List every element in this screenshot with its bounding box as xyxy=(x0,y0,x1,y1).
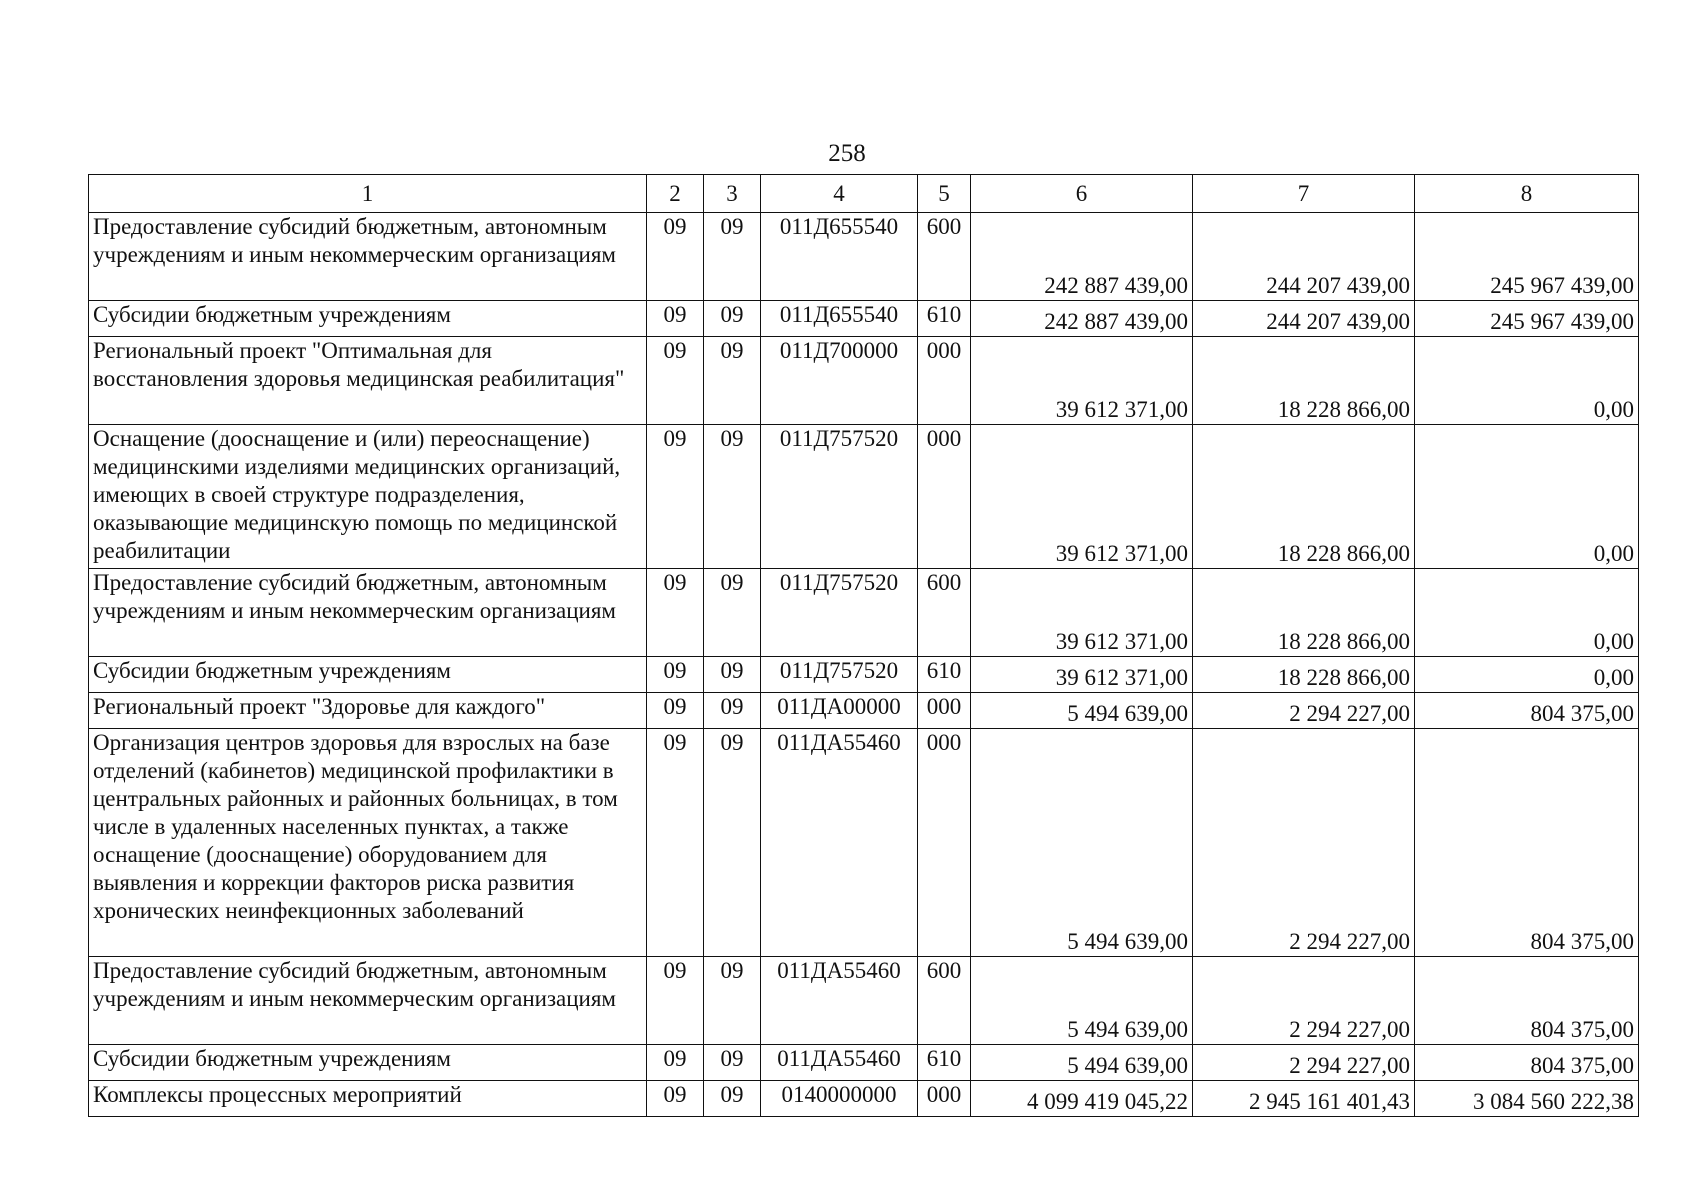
amount-col-8: 804 375,00 xyxy=(1415,1045,1639,1081)
subsection-code: 09 xyxy=(704,1081,761,1117)
target-article-code: 011ДА00000 xyxy=(761,693,918,729)
amount-col-8: 0,00 xyxy=(1415,425,1639,569)
amount-col-6: 39 612 371,00 xyxy=(971,425,1193,569)
table-row xyxy=(89,957,1639,1045)
section-code: 09 xyxy=(647,425,704,569)
expense-type-code: 610 xyxy=(918,1045,971,1081)
column-header: 3 xyxy=(704,175,761,213)
column-header: 4 xyxy=(761,175,918,213)
amount-col-6: 5 494 639,00 xyxy=(971,729,1193,957)
row-name: Предоставление субсидий бюджетным, автономным учреждениям и иным некоммерческим организациям xyxy=(89,569,647,657)
row-name: Предоставление субсидий бюджетным, автономным учреждениям и иным некоммерческим организациям xyxy=(89,213,647,301)
expense-type-code: 600 xyxy=(918,569,971,657)
table-row xyxy=(89,729,1639,957)
subsection-code: 09 xyxy=(704,957,761,1045)
row-name: Предоставление субсидий бюджетным, автономным учреждениям и иным некоммерческим организациям xyxy=(89,957,647,1045)
section-code: 09 xyxy=(647,213,704,301)
amount-col-7: 2 294 227,00 xyxy=(1193,1045,1415,1081)
section-code: 09 xyxy=(647,1081,704,1117)
target-article-code: 011Д757520 xyxy=(761,569,918,657)
amount-col-8: 804 375,00 xyxy=(1415,957,1639,1045)
expense-type-code: 000 xyxy=(918,693,971,729)
amount-col-6: 5 494 639,00 xyxy=(971,1045,1193,1081)
section-code: 09 xyxy=(647,301,704,337)
amount-col-7: 18 228 866,00 xyxy=(1193,337,1415,425)
section-code: 09 xyxy=(647,337,704,425)
amount-col-8: 0,00 xyxy=(1415,657,1639,693)
subsection-code: 09 xyxy=(704,337,761,425)
column-header: 6 xyxy=(971,175,1193,213)
expense-type-code: 000 xyxy=(918,337,971,425)
row-name: Субсидии бюджетным учреждениям xyxy=(89,657,647,693)
amount-col-8: 245 967 439,00 xyxy=(1415,301,1639,337)
amount-col-7: 18 228 866,00 xyxy=(1193,425,1415,569)
subsection-code: 09 xyxy=(704,213,761,301)
amount-col-6: 4 099 419 045,22 xyxy=(971,1081,1193,1117)
target-article-code: 011ДА55460 xyxy=(761,1045,918,1081)
table-row xyxy=(89,301,1639,337)
amount-col-8: 3 084 560 222,38 xyxy=(1415,1081,1639,1117)
amount-col-6: 242 887 439,00 xyxy=(971,213,1193,301)
subsection-code: 09 xyxy=(704,569,761,657)
header-row xyxy=(89,175,1639,213)
row-name: Субсидии бюджетным учреждениям xyxy=(89,1045,647,1081)
budget-table xyxy=(88,174,1639,1117)
row-name: Комплексы процессных мероприятий xyxy=(89,1081,647,1117)
subsection-code: 09 xyxy=(704,693,761,729)
row-name: Субсидии бюджетным учреждениям xyxy=(89,301,647,337)
table-row xyxy=(89,693,1639,729)
amount-col-6: 39 612 371,00 xyxy=(971,569,1193,657)
table-row xyxy=(89,337,1639,425)
amount-col-8: 804 375,00 xyxy=(1415,693,1639,729)
table-row xyxy=(89,569,1639,657)
amount-col-7: 244 207 439,00 xyxy=(1193,301,1415,337)
amount-col-7: 18 228 866,00 xyxy=(1193,657,1415,693)
target-article-code: 011Д757520 xyxy=(761,425,918,569)
amount-col-7: 2 945 161 401,43 xyxy=(1193,1081,1415,1117)
table-row xyxy=(89,657,1639,693)
target-article-code: 011ДА55460 xyxy=(761,957,918,1045)
amount-col-6: 39 612 371,00 xyxy=(971,657,1193,693)
amount-col-7: 2 294 227,00 xyxy=(1193,957,1415,1045)
subsection-code: 09 xyxy=(704,301,761,337)
section-code: 09 xyxy=(647,729,704,957)
amount-col-7: 18 228 866,00 xyxy=(1193,569,1415,657)
page-number: 258 xyxy=(828,140,866,167)
target-article-code: 011Д700000 xyxy=(761,337,918,425)
section-code: 09 xyxy=(647,693,704,729)
subsection-code: 09 xyxy=(704,729,761,957)
section-code: 09 xyxy=(647,569,704,657)
expense-type-code: 600 xyxy=(918,213,971,301)
amount-col-6: 5 494 639,00 xyxy=(971,957,1193,1045)
amount-col-8: 804 375,00 xyxy=(1415,729,1639,957)
amount-col-8: 245 967 439,00 xyxy=(1415,213,1639,301)
column-header: 7 xyxy=(1193,175,1415,213)
target-article-code: 011Д655540 xyxy=(761,213,918,301)
expense-type-code: 000 xyxy=(918,1081,971,1117)
expense-type-code: 000 xyxy=(918,729,971,957)
target-article-code: 011Д655540 xyxy=(761,301,918,337)
table-row xyxy=(89,425,1639,569)
subsection-code: 09 xyxy=(704,1045,761,1081)
expense-type-code: 600 xyxy=(918,957,971,1045)
section-code: 09 xyxy=(647,1045,704,1081)
expense-type-code: 610 xyxy=(918,657,971,693)
expense-type-code: 610 xyxy=(918,301,971,337)
row-name: Региональный проект "Оптимальная для восстановления здоровья медицинская реабилитация" xyxy=(89,337,647,425)
row-name: Оснащение (дооснащение и (или) переоснащение) медицинскими изделиями медицинских организаций, имеющих в своей структуре подразделения, оказывающие медицинскую помощь по медицинской реабилитации xyxy=(89,425,647,569)
section-code: 09 xyxy=(647,657,704,693)
section-code: 09 xyxy=(647,957,704,1045)
column-header: 8 xyxy=(1415,175,1639,213)
amount-col-8: 0,00 xyxy=(1415,569,1639,657)
target-article-code: 011Д757520 xyxy=(761,657,918,693)
expense-type-code: 000 xyxy=(918,425,971,569)
amount-col-7: 2 294 227,00 xyxy=(1193,693,1415,729)
table-row xyxy=(89,1045,1639,1081)
table-row xyxy=(89,213,1639,301)
amount-col-7: 2 294 227,00 xyxy=(1193,729,1415,957)
table-row xyxy=(89,1081,1639,1117)
amount-col-7: 244 207 439,00 xyxy=(1193,213,1415,301)
column-header: 1 xyxy=(89,175,647,213)
target-article-code: 0140000000 xyxy=(761,1081,918,1117)
subsection-code: 09 xyxy=(704,657,761,693)
column-header: 5 xyxy=(918,175,971,213)
subsection-code: 09 xyxy=(704,425,761,569)
column-header: 2 xyxy=(647,175,704,213)
row-name: Региональный проект "Здоровье для каждого" xyxy=(89,693,647,729)
amount-col-6: 39 612 371,00 xyxy=(971,337,1193,425)
amount-col-6: 5 494 639,00 xyxy=(971,693,1193,729)
target-article-code: 011ДА55460 xyxy=(761,729,918,957)
amount-col-8: 0,00 xyxy=(1415,337,1639,425)
row-name: Организация центров здоровья для взрослых на базе отделений (кабинетов) медицинской профилактики в центральных районных и районных больницах, в том числе в удаленных населенных пунктах, а также оснащение (дооснащение) оборудованием для выявления и коррекции факторов риска развития хронических неинфекционных заболеваний xyxy=(89,729,647,957)
amount-col-6: 242 887 439,00 xyxy=(971,301,1193,337)
